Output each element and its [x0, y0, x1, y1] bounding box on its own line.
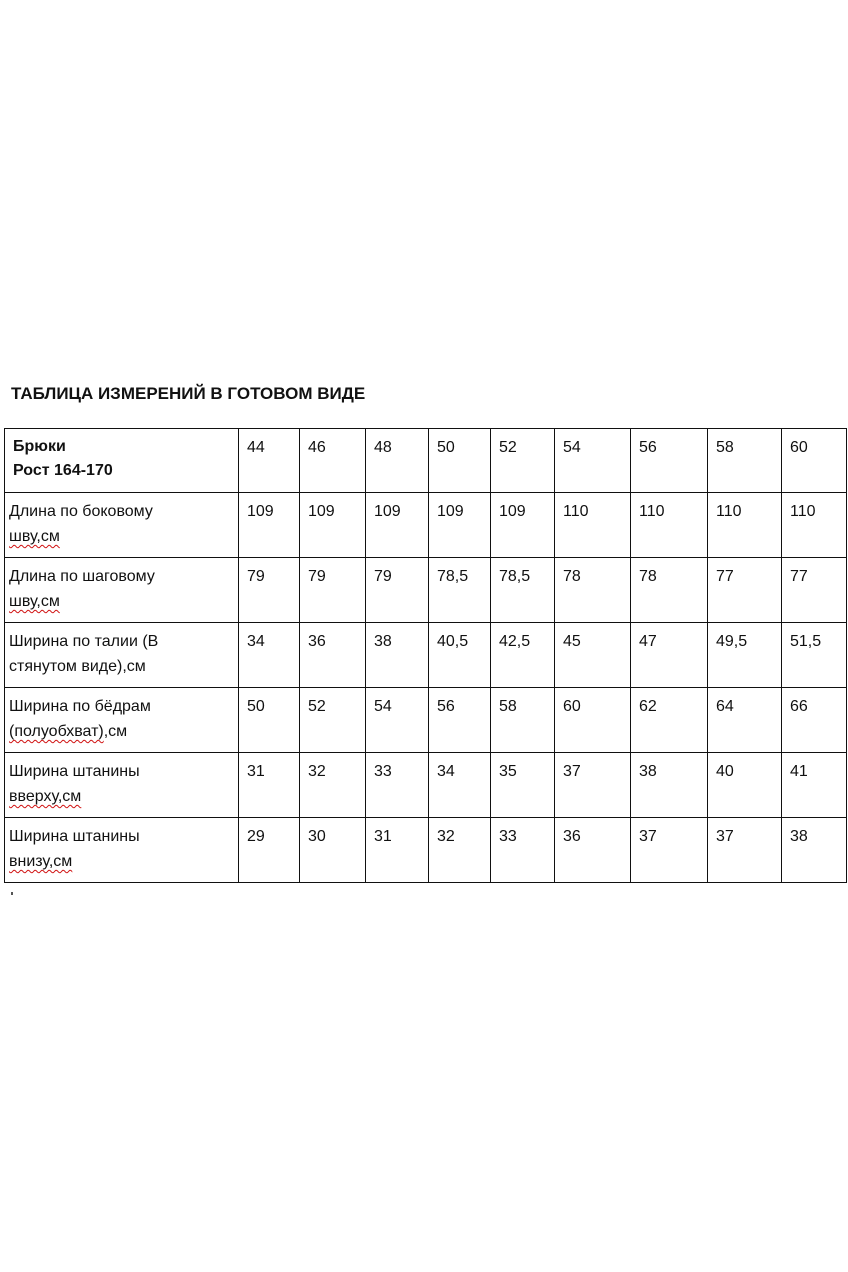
table-cell: 58 [491, 688, 555, 753]
row-label-cell [5, 688, 239, 753]
table-cell: 78 [631, 558, 708, 623]
row-label: Ширина по талии (В [9, 633, 159, 650]
table-row [5, 688, 847, 753]
table-cell: 40,5 [429, 623, 491, 688]
table-row [5, 753, 847, 818]
table-cell: 42,5 [491, 623, 555, 688]
row-label-continuation: шву,см [9, 593, 60, 610]
row-label-unit: ,см [103, 723, 128, 740]
row-label-continuation: внизу,см [9, 853, 73, 870]
table-cell: 51,5 [782, 623, 847, 688]
table-row [5, 558, 847, 623]
size-header-cell: 58 [708, 429, 782, 493]
table-cell: 64 [708, 688, 782, 753]
table-cell: 109 [429, 493, 491, 558]
row-label: Ширина штанины [9, 828, 140, 845]
table-cell: 49,5 [708, 623, 782, 688]
table-cell: 110 [555, 493, 631, 558]
table-cell: 109 [300, 493, 366, 558]
table-cell: 38 [366, 623, 429, 688]
table-cell: 50 [239, 688, 300, 753]
table-cell: 54 [366, 688, 429, 753]
table-cell: 56 [429, 688, 491, 753]
table-cell: 31 [239, 753, 300, 818]
table-cell: 79 [366, 558, 429, 623]
table-cell: 41 [782, 753, 847, 818]
size-header-cell: 60 [782, 429, 847, 493]
row-label-cell [5, 558, 239, 623]
table-cell: 79 [239, 558, 300, 623]
row-label-continuation: (полуобхват) [9, 723, 104, 740]
size-header-cell: 46 [300, 429, 366, 493]
row-label: Ширина штанины [9, 763, 140, 780]
table-cell: 110 [782, 493, 847, 558]
table-cell: 37 [708, 818, 782, 883]
table-cell: 109 [239, 493, 300, 558]
table-cell: 40 [708, 753, 782, 818]
header-label-cell [5, 429, 239, 493]
table-cell: 36 [555, 818, 631, 883]
row-label: Длина по шаговому [9, 568, 155, 585]
table-cell: 62 [631, 688, 708, 753]
table-cell: 38 [631, 753, 708, 818]
paragraph-mark [11, 892, 13, 895]
table-cell: 78,5 [491, 558, 555, 623]
table-cell: 35 [491, 753, 555, 818]
table-cell: 52 [300, 688, 366, 753]
product-name: Брюки [13, 438, 66, 455]
table-cell: 110 [708, 493, 782, 558]
table-cell: 33 [366, 753, 429, 818]
table-row [5, 818, 847, 883]
row-label-continuation: вверху,см [9, 788, 82, 805]
table-cell: 32 [300, 753, 366, 818]
table-cell: 32 [429, 818, 491, 883]
row-label-continuation: стянутом виде),см [9, 658, 146, 675]
table-cell: 78 [555, 558, 631, 623]
height-range: Рост 164-170 [13, 462, 113, 479]
table-cell: 78,5 [429, 558, 491, 623]
table-cell: 77 [782, 558, 847, 623]
table-cell: 109 [491, 493, 555, 558]
row-label: Длина по боковому [9, 503, 153, 520]
table-cell: 29 [239, 818, 300, 883]
table-cell: 33 [491, 818, 555, 883]
size-header-cell: 54 [555, 429, 631, 493]
table-cell: 109 [366, 493, 429, 558]
table-cell: 60 [555, 688, 631, 753]
table-cell: 66 [782, 688, 847, 753]
table-cell: 45 [555, 623, 631, 688]
row-label-continuation: шву,см [9, 528, 60, 545]
row-label-cell [5, 493, 239, 558]
table-title: ТАБЛИЦА ИЗМЕРЕНИЙ В ГОТОВОМ ВИДЕ [11, 384, 366, 403]
table-cell: 38 [782, 818, 847, 883]
table-cell: 79 [300, 558, 366, 623]
row-label-cell [5, 623, 239, 688]
table-cell: 77 [708, 558, 782, 623]
table-row [5, 493, 847, 558]
size-header-cell: 50 [429, 429, 491, 493]
table-cell: 47 [631, 623, 708, 688]
table-cell: 31 [366, 818, 429, 883]
row-label: Ширина по бёдрам [9, 698, 151, 715]
table-cell: 30 [300, 818, 366, 883]
size-header-cell: 48 [366, 429, 429, 493]
size-header-cell: 56 [631, 429, 708, 493]
row-label-cell [5, 818, 239, 883]
table-cell: 37 [555, 753, 631, 818]
size-chart-table [4, 428, 847, 883]
row-label-cell [5, 753, 239, 818]
table-cell: 34 [239, 623, 300, 688]
table-cell: 37 [631, 818, 708, 883]
table-row [5, 623, 847, 688]
table-cell: 110 [631, 493, 708, 558]
size-header-cell: 52 [491, 429, 555, 493]
table-header-row [5, 429, 847, 493]
table-cell: 36 [300, 623, 366, 688]
table-cell: 34 [429, 753, 491, 818]
size-header-cell: 44 [239, 429, 300, 493]
